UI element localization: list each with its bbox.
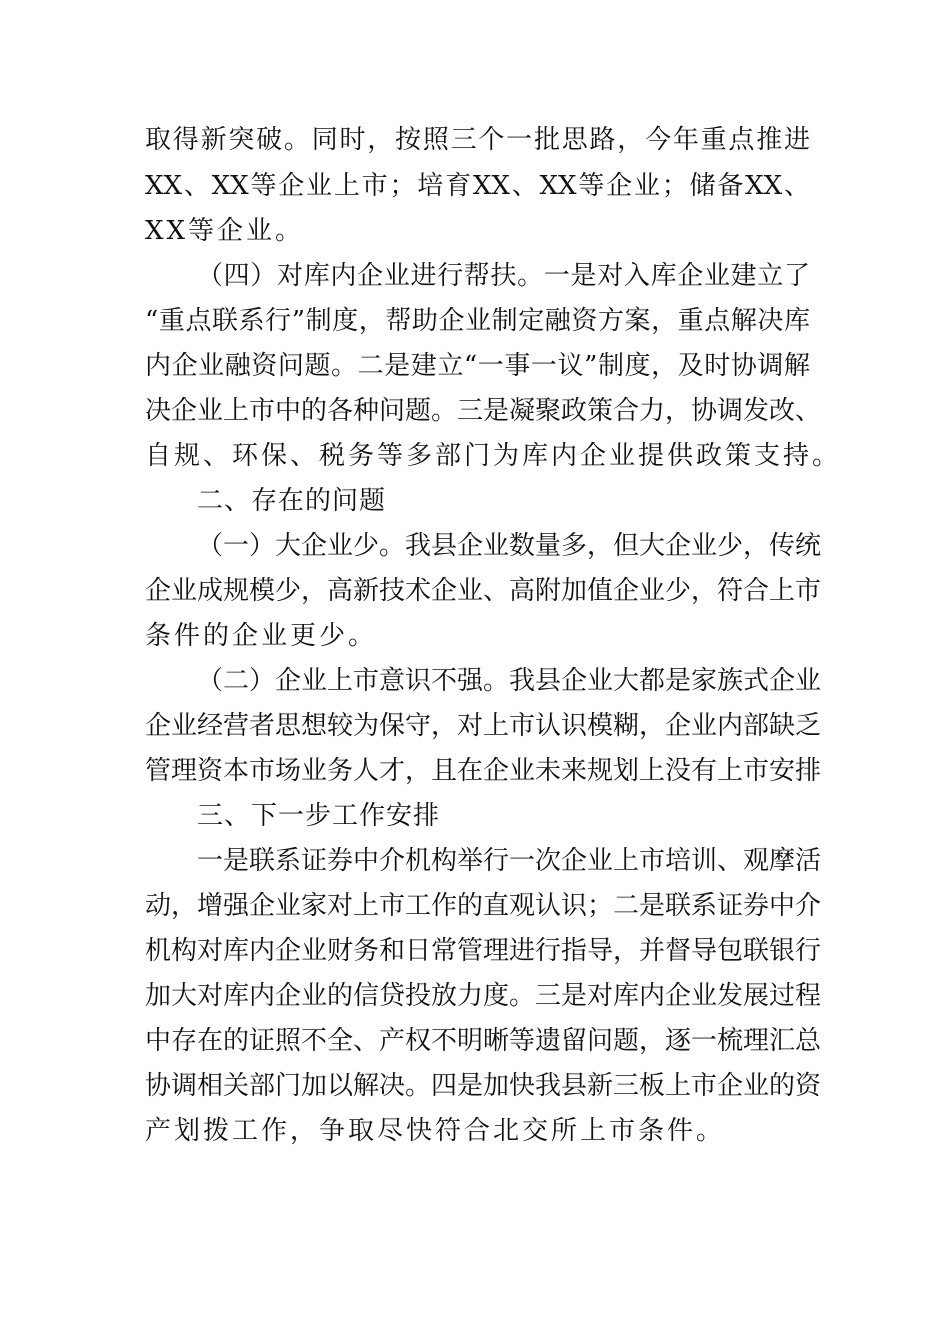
text-line: XX等企业。: [145, 216, 305, 246]
text-line: 取得新突破。同时，按照三个一批思路，今年重点推进: [145, 125, 810, 155]
text-line: 自规、环保、税务等多部门为库内企业提供政策支持。: [145, 441, 842, 471]
text-line: 协调相关部门加以解决。四是加快我县新三板上市企业的资: [145, 1071, 822, 1101]
text-line: 决企业上市中的各种问题。三是凝聚政策合力，协调发改、: [145, 396, 822, 426]
text-line: 中存在的证照不全、产权不明晰等遗留问题，逐一梳理汇总: [145, 1026, 822, 1056]
text-line: 条件的企业更少。: [145, 621, 378, 651]
text-line: 动，增强企业家对上市工作的直观认识；二是联系证券中介: [145, 891, 822, 921]
text-line: （一）大企业少。我县企业数量多，但大企业少，传统: [197, 531, 822, 561]
text-line: 企业成规模少，高新技术企业、高附加值企业少，符合上市: [145, 576, 822, 606]
text-line: （四）对库内企业进行帮扶。一是对入库企业建立了: [197, 261, 810, 291]
text-line: 内企业融资问题。二是建立“一事一议”制度，及时协调解: [145, 351, 810, 381]
section-heading: 二、存在的问题: [197, 486, 387, 516]
text-line: （二）企业上市意识不强。我县企业大都是家族式企业: [197, 666, 822, 696]
text-line: 产划拨工作，争取尽快符合北交所上市条件。: [145, 1116, 726, 1146]
text-line: 管理资本市场业务人才，且在企业未来规划上没有上市安排: [145, 756, 822, 786]
section-heading: 三、下一步工作安排: [197, 801, 441, 831]
text-line: 机构对库内企业财务和日常管理进行指导，并督导包联银行: [145, 936, 822, 966]
text-line: 一是联系证券中介机构举行一次企业上市培训、观摩活: [197, 846, 822, 876]
text-line: 企业经营者思想较为保守，对上市认识模糊，企业内部缺乏: [145, 711, 822, 741]
text-line: 加大对库内企业的信贷投放力度。三是对库内企业发展过程: [145, 981, 822, 1011]
text-line: XX、XX等企业上市；培育XX、XX等企业；储备XX、: [145, 171, 810, 201]
text-line: “重点联系行”制度，帮助企业制定融资方案，重点解决库: [145, 306, 810, 336]
